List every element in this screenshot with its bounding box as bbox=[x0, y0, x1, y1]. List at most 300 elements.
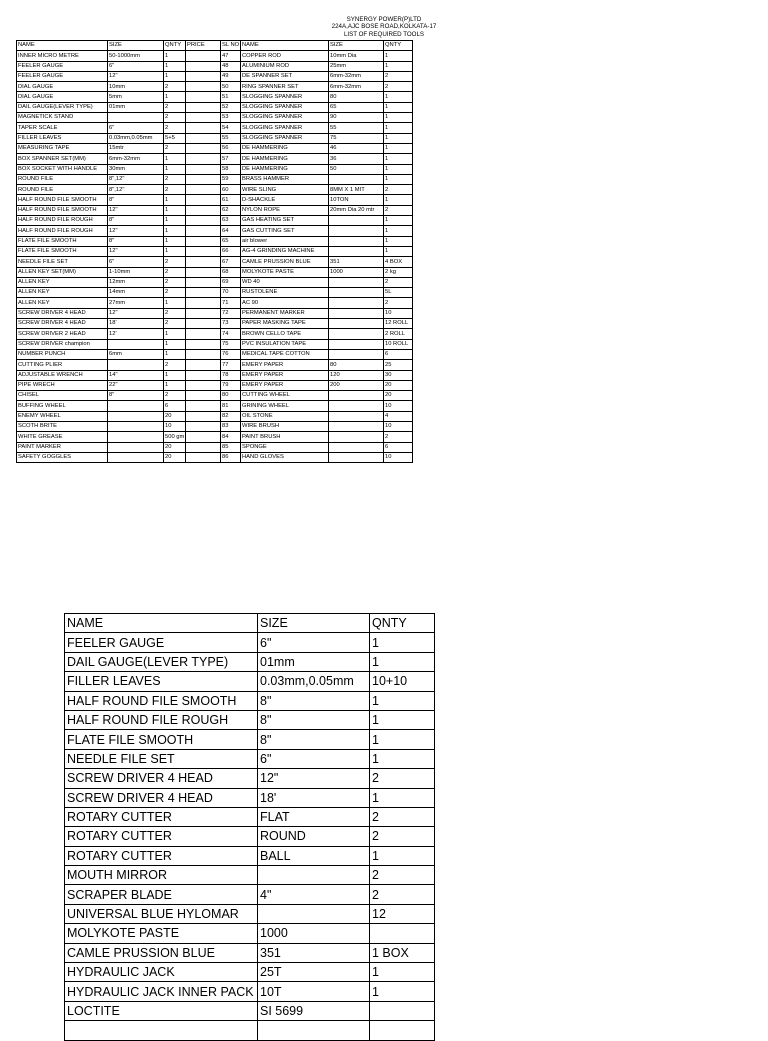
top-table-cell: 10 bbox=[384, 421, 413, 431]
bottom-table-row bbox=[65, 672, 435, 691]
top-table-cell bbox=[186, 102, 221, 112]
top-table-cell: 5mm bbox=[108, 92, 164, 102]
top-table-cell bbox=[186, 288, 221, 298]
top-table-cell: 71 bbox=[221, 298, 241, 308]
top-table-cell: 8" bbox=[108, 391, 164, 401]
top-table-cell bbox=[186, 308, 221, 318]
top-table-cell bbox=[329, 349, 384, 359]
top-table-row bbox=[17, 216, 413, 226]
top-table-cell: WD 40 bbox=[241, 277, 329, 287]
top-table-cell bbox=[108, 421, 164, 431]
bottom-table-cell: 2 bbox=[370, 827, 435, 846]
top-table-cell: GAS HEATING SET bbox=[241, 216, 329, 226]
top-table-cell: 2 bbox=[164, 360, 186, 370]
top-table-row bbox=[17, 113, 413, 123]
bottom-table-cell: 6" bbox=[258, 633, 370, 652]
top-table-cell: ADJUSTABLE WRENCH bbox=[17, 370, 108, 380]
top-table-cell: 20 bbox=[384, 380, 413, 390]
top-table-cell: 1 bbox=[164, 349, 186, 359]
top-table-cell: CAMLE PRUSSION BLUE bbox=[241, 257, 329, 267]
top-table-cell: BROWN CELLO TAPE bbox=[241, 329, 329, 339]
top-table-cell: EMERY PAPER bbox=[241, 360, 329, 370]
top-table-cell: SAFETY GOGGLES bbox=[17, 452, 108, 462]
top-table-cell: 1 bbox=[164, 164, 186, 174]
bottom-table-cell: 01mm bbox=[258, 652, 370, 671]
top-table-cell: 56 bbox=[221, 143, 241, 153]
top-table-cell: 351 bbox=[329, 257, 384, 267]
top-table-cell: 85 bbox=[221, 442, 241, 452]
top-table-cell: 10 ROLL bbox=[384, 339, 413, 349]
top-table-cell bbox=[329, 236, 384, 246]
top-table-cell: RING SPANNER SET bbox=[241, 82, 329, 92]
top-table-cell: 8" bbox=[108, 216, 164, 226]
top-table-cell: 5L bbox=[384, 288, 413, 298]
top-table-cell bbox=[186, 277, 221, 287]
top-table-cell bbox=[329, 298, 384, 308]
top-table-cell: SPONGE bbox=[241, 442, 329, 452]
tools-detail-table bbox=[64, 613, 435, 1041]
bottom-table-cell: NEEDLE FILE SET bbox=[65, 749, 258, 768]
top-table-cell: MOLYKOTE PASTE bbox=[241, 267, 329, 277]
top-table-cell: CUTTING WHEEL bbox=[241, 391, 329, 401]
top-table-cell: 6 bbox=[384, 442, 413, 452]
bottom-table-cell: HYDRAULIC JACK bbox=[65, 963, 258, 982]
top-table-cell: 1 bbox=[164, 51, 186, 61]
top-table-cell bbox=[186, 123, 221, 133]
top-table-cell: PAINT MARKER bbox=[17, 442, 108, 452]
top-table-cell: 65 bbox=[329, 102, 384, 112]
top-table-cell: TAPER SCALE bbox=[17, 123, 108, 133]
bottom-table-cell: 10+10 bbox=[370, 672, 435, 691]
top-table-cell: 14" bbox=[108, 370, 164, 380]
top-table-cell bbox=[108, 113, 164, 123]
top-table-cell: 01mm bbox=[108, 102, 164, 112]
bottom-table-row bbox=[65, 807, 435, 826]
top-table-cell: 2 bbox=[164, 308, 186, 318]
top-table-cell: 1 bbox=[384, 102, 413, 112]
bottom-table-cell: 1 bbox=[370, 710, 435, 729]
top-table-cell bbox=[329, 452, 384, 462]
top-table-cell: WHITE GREASE bbox=[17, 432, 108, 442]
top-table-cell: 57 bbox=[221, 154, 241, 164]
top-table-cell: HALF ROUND FILE SMOOTH bbox=[17, 205, 108, 215]
top-table-cell: 1 bbox=[384, 113, 413, 123]
top-table-cell: DE HAMMERING bbox=[241, 154, 329, 164]
top-table-cell: 1 bbox=[164, 246, 186, 256]
top-table-cell: 6 bbox=[164, 401, 186, 411]
top-table-cell: 1 bbox=[164, 380, 186, 390]
top-table-cell: 6" bbox=[108, 123, 164, 133]
bottom-table-cell: 8" bbox=[258, 730, 370, 749]
top-table-cell bbox=[108, 411, 164, 421]
top-table-cell: 2 bbox=[384, 82, 413, 92]
top-table-cell: PERMANENT MARKER bbox=[241, 308, 329, 318]
top-table-cell: 2 ROLL bbox=[384, 329, 413, 339]
top-table-cell: 59 bbox=[221, 174, 241, 184]
top-table-cell: SCREW DRIVER 4 HEAD bbox=[17, 319, 108, 329]
bottom-table-cell: UNIVERSAL BLUE HYLOMAR bbox=[65, 904, 258, 923]
top-table-cell: 10mm Dia bbox=[329, 51, 384, 61]
top-table-cell: 20 bbox=[384, 391, 413, 401]
top-table-cell: 60 bbox=[221, 185, 241, 195]
bottom-table-cell: HALF ROUND FILE SMOOTH bbox=[65, 691, 258, 710]
top-table-cell bbox=[186, 411, 221, 421]
top-table-cell: 1 bbox=[164, 216, 186, 226]
top-table-cell bbox=[329, 246, 384, 256]
bottom-table-cell: ROUND bbox=[258, 827, 370, 846]
bottom-table-cell: 1 bbox=[370, 633, 435, 652]
top-table-row bbox=[17, 174, 413, 184]
top-table-cell: 1 bbox=[384, 143, 413, 153]
top-table-cell: 1 bbox=[384, 216, 413, 226]
top-table-cell: 1 bbox=[164, 226, 186, 236]
top-table-cell: 83 bbox=[221, 421, 241, 431]
top-table-column-header: SIZE bbox=[108, 41, 164, 51]
top-table-cell: HAND GLOVES bbox=[241, 452, 329, 462]
top-table-cell: 1 bbox=[164, 205, 186, 215]
top-table-cell: FLATE FILE SMOOTH bbox=[17, 246, 108, 256]
top-table-cell: GRINING WHEEL bbox=[241, 401, 329, 411]
top-table-cell: FEELER GAUGE bbox=[17, 71, 108, 81]
top-table-cell: 2 bbox=[164, 185, 186, 195]
top-table-column-header: PRICE bbox=[186, 41, 221, 51]
top-table-cell: ROUND FILE bbox=[17, 174, 108, 184]
top-table-cell: 1 bbox=[384, 195, 413, 205]
top-table-row bbox=[17, 82, 413, 92]
top-table-cell: 1 bbox=[164, 61, 186, 71]
top-table-cell: 1 bbox=[384, 61, 413, 71]
top-table-cell: 22" bbox=[108, 380, 164, 390]
top-table-cell bbox=[186, 267, 221, 277]
top-table-cell: 75 bbox=[221, 339, 241, 349]
bottom-table-cell: 1 bbox=[370, 982, 435, 1001]
top-table-cell: 68 bbox=[221, 267, 241, 277]
top-table-cell: 65 bbox=[221, 236, 241, 246]
top-table-cell bbox=[186, 236, 221, 246]
bottom-table-row bbox=[65, 730, 435, 749]
top-table-cell: 8",12" bbox=[108, 185, 164, 195]
top-table-cell: 500 gm bbox=[164, 432, 186, 442]
top-table-cell bbox=[108, 452, 164, 462]
bottom-table-cell: FLATE FILE SMOOTH bbox=[65, 730, 258, 749]
top-table-cell: 1 bbox=[384, 164, 413, 174]
top-table-row bbox=[17, 257, 413, 267]
top-table-cell: 2 bbox=[164, 267, 186, 277]
top-table-cell: SLOGGING SPANNER bbox=[241, 133, 329, 143]
top-table-cell: 5+5 bbox=[164, 133, 186, 143]
bottom-table-cell: MOUTH MIRROR bbox=[65, 866, 258, 885]
top-table-cell: 6mm-32mm bbox=[329, 71, 384, 81]
bottom-table-row bbox=[65, 710, 435, 729]
top-table-cell bbox=[329, 226, 384, 236]
top-table-row bbox=[17, 380, 413, 390]
top-table-cell: NYLON ROPE bbox=[241, 205, 329, 215]
top-table-cell: DE HAMMERING bbox=[241, 164, 329, 174]
top-table-row bbox=[17, 71, 413, 81]
top-table-cell: 1 bbox=[384, 236, 413, 246]
top-table-cell: 61 bbox=[221, 195, 241, 205]
top-table-cell: 8",12" bbox=[108, 174, 164, 184]
top-table-cell: 1 bbox=[164, 370, 186, 380]
top-table-cell: 20 bbox=[164, 452, 186, 462]
top-table-cell: 6mm-32mm bbox=[329, 82, 384, 92]
top-table-cell: 12" bbox=[108, 226, 164, 236]
top-table-cell: 12" bbox=[108, 246, 164, 256]
top-table-cell bbox=[186, 391, 221, 401]
top-table-cell: PVC INSULATION TAPE bbox=[241, 339, 329, 349]
top-table-cell: WIRE SLING bbox=[241, 185, 329, 195]
bottom-table-cell: 10T bbox=[258, 982, 370, 1001]
top-table-cell: 50 bbox=[329, 164, 384, 174]
top-table-cell: 72 bbox=[221, 308, 241, 318]
top-table-column-header: NAME bbox=[241, 41, 329, 51]
top-table-cell: SCREW DRIVER 4 HEAD bbox=[17, 308, 108, 318]
top-table-cell: 75 bbox=[329, 133, 384, 143]
top-table-cell: 200 bbox=[329, 380, 384, 390]
top-table-cell: air blower bbox=[241, 236, 329, 246]
top-table-cell: RUSTOLENE bbox=[241, 288, 329, 298]
top-table-cell: 2 bbox=[164, 288, 186, 298]
top-table-cell: 10 bbox=[164, 421, 186, 431]
top-table-row bbox=[17, 92, 413, 102]
company-name: SYNERGY POWER(P)LTD bbox=[346, 16, 422, 23]
top-table-cell: 90 bbox=[329, 113, 384, 123]
top-table-cell: HALF ROUND FILE SMOOTH bbox=[17, 195, 108, 205]
top-table-cell: 52 bbox=[221, 102, 241, 112]
bottom-table-row bbox=[65, 924, 435, 943]
bottom-table-column-header: NAME bbox=[65, 614, 258, 633]
top-table-cell bbox=[186, 164, 221, 174]
bottom-table-cell: 2 bbox=[370, 866, 435, 885]
top-table-cell: 47 bbox=[221, 51, 241, 61]
top-table-cell bbox=[329, 339, 384, 349]
top-table-cell: BUFFING WHEEL bbox=[17, 401, 108, 411]
top-table-cell: ALLEN KEY bbox=[17, 288, 108, 298]
top-table-cell bbox=[329, 174, 384, 184]
top-table-cell: 80 bbox=[329, 92, 384, 102]
bottom-table-cell: 1 bbox=[370, 730, 435, 749]
top-table-cell bbox=[186, 185, 221, 195]
top-table-cell bbox=[186, 216, 221, 226]
top-table-cell: 54 bbox=[221, 123, 241, 133]
top-table-cell bbox=[186, 82, 221, 92]
bottom-table-cell: 0.03mm,0.05mm bbox=[258, 672, 370, 691]
top-table-cell bbox=[329, 277, 384, 287]
top-table-cell: 2 kg bbox=[384, 267, 413, 277]
top-table-cell: ALLEN KEY bbox=[17, 298, 108, 308]
bottom-table-cell: ROTARY CUTTER bbox=[65, 827, 258, 846]
top-table-cell: PAPER MASKING TAPE bbox=[241, 319, 329, 329]
top-table-cell: 81 bbox=[221, 401, 241, 411]
top-table-cell: 1 bbox=[384, 154, 413, 164]
top-table-cell: FILLER LEAVES bbox=[17, 133, 108, 143]
top-table-cell bbox=[186, 370, 221, 380]
top-table-cell: 1 bbox=[164, 71, 186, 81]
top-table-cell bbox=[186, 143, 221, 153]
top-table-cell: FEELER GAUGE bbox=[17, 61, 108, 71]
top-table-cell: NUMBER PUNCH bbox=[17, 349, 108, 359]
top-table-cell bbox=[186, 205, 221, 215]
document-header bbox=[326, 16, 442, 38]
top-table-cell bbox=[186, 421, 221, 431]
top-table-column-header: NAME bbox=[17, 41, 108, 51]
top-table-cell: 1 bbox=[384, 51, 413, 61]
top-table-row bbox=[17, 339, 413, 349]
bottom-table-cell: SCREW DRIVER 4 HEAD bbox=[65, 769, 258, 788]
top-table-cell: 2 bbox=[164, 257, 186, 267]
bottom-table-row bbox=[65, 788, 435, 807]
top-table-cell: 70 bbox=[221, 288, 241, 298]
top-table-cell: 49 bbox=[221, 71, 241, 81]
top-table-cell: 80 bbox=[329, 360, 384, 370]
bottom-table-cell: ROTARY CUTTER bbox=[65, 807, 258, 826]
top-table-cell: 2 bbox=[164, 102, 186, 112]
top-table-row bbox=[17, 452, 413, 462]
top-table-column-header: SL NO bbox=[221, 41, 241, 51]
top-table-cell: EMERY PAPER bbox=[241, 370, 329, 380]
top-table-cell: 30 bbox=[384, 370, 413, 380]
top-table-row bbox=[17, 421, 413, 431]
top-table-cell: 12" bbox=[108, 205, 164, 215]
top-table-row bbox=[17, 143, 413, 153]
top-table-cell: 55 bbox=[221, 133, 241, 143]
top-table-cell: 10TON bbox=[329, 195, 384, 205]
top-table-cell: 62 bbox=[221, 205, 241, 215]
top-table-row bbox=[17, 298, 413, 308]
bottom-table-cell: FLAT bbox=[258, 807, 370, 826]
top-table-cell: FLATE FILE SMOOTH bbox=[17, 236, 108, 246]
top-table-cell: 67 bbox=[221, 257, 241, 267]
top-table-cell: 1 bbox=[384, 246, 413, 256]
top-table-cell: 10 bbox=[384, 452, 413, 462]
top-table-cell bbox=[186, 113, 221, 123]
top-table-cell bbox=[108, 442, 164, 452]
top-table-cell bbox=[186, 257, 221, 267]
top-table-cell: 77 bbox=[221, 360, 241, 370]
top-table-cell: 6mm-32mm bbox=[108, 154, 164, 164]
top-table-cell: 2 bbox=[384, 205, 413, 215]
top-table-cell: AC 90 bbox=[241, 298, 329, 308]
bottom-table-row bbox=[65, 827, 435, 846]
bottom-table-column-header: SIZE bbox=[258, 614, 370, 633]
top-table-cell: 6" bbox=[108, 61, 164, 71]
top-table-cell bbox=[186, 360, 221, 370]
top-table-row bbox=[17, 277, 413, 287]
top-table-cell: 25mm bbox=[329, 61, 384, 71]
top-table-cell: NEEDLE FILE SET bbox=[17, 257, 108, 267]
top-table-row bbox=[17, 308, 413, 318]
top-table-cell bbox=[186, 195, 221, 205]
bottom-table-cell: 1 bbox=[370, 691, 435, 710]
bottom-table-row bbox=[65, 749, 435, 768]
top-table-cell bbox=[186, 380, 221, 390]
bottom-table-cell: FEELER GAUGE bbox=[65, 633, 258, 652]
top-table-cell bbox=[329, 401, 384, 411]
top-table-cell: EMERY PAPER bbox=[241, 380, 329, 390]
top-table-cell: 69 bbox=[221, 277, 241, 287]
top-table-cell bbox=[186, 71, 221, 81]
bottom-table-cell: 18' bbox=[258, 788, 370, 807]
top-table-cell: 2 bbox=[164, 82, 186, 92]
top-table-cell: 2 bbox=[384, 185, 413, 195]
top-table-cell: ENEMY WHEEL bbox=[17, 411, 108, 421]
top-table-cell: AG-4 GRINDING MACHINE bbox=[241, 246, 329, 256]
top-table-cell bbox=[186, 452, 221, 462]
top-table-cell: 1 bbox=[164, 236, 186, 246]
top-table-cell bbox=[186, 61, 221, 71]
bottom-table-cell: 2 bbox=[370, 807, 435, 826]
top-table-cell: 20 bbox=[164, 411, 186, 421]
top-table-row bbox=[17, 329, 413, 339]
top-table-row bbox=[17, 319, 413, 329]
top-table-cell: 1 bbox=[164, 195, 186, 205]
top-table-cell: CHISEL bbox=[17, 391, 108, 401]
top-table-cell: 12" bbox=[108, 308, 164, 318]
top-table-cell: 10 bbox=[384, 308, 413, 318]
top-table-cell bbox=[108, 339, 164, 349]
bottom-table-cell: HALF ROUND FILE ROUGH bbox=[65, 710, 258, 729]
top-table-cell: 2 bbox=[384, 298, 413, 308]
tools-list-table bbox=[16, 40, 413, 463]
top-table-cell: 12" bbox=[108, 71, 164, 81]
top-table-cell: 46 bbox=[329, 143, 384, 153]
bottom-table-cell: 1 bbox=[370, 963, 435, 982]
top-table-cell: 12' bbox=[108, 329, 164, 339]
top-table-cell bbox=[186, 133, 221, 143]
top-table-cell: 4 bbox=[384, 411, 413, 421]
top-table-row bbox=[17, 370, 413, 380]
bottom-table-cell: 8" bbox=[258, 710, 370, 729]
top-table-cell bbox=[329, 432, 384, 442]
top-table-row bbox=[17, 236, 413, 246]
top-table-column-header: QNTY bbox=[384, 41, 413, 51]
top-table-cell bbox=[186, 432, 221, 442]
bottom-table-cell bbox=[258, 904, 370, 923]
top-table-cell: 0.03mm,0.05mm bbox=[108, 133, 164, 143]
bottom-table-cell bbox=[370, 924, 435, 943]
bottom-table-cell: 1 bbox=[370, 749, 435, 768]
bottom-table-row bbox=[65, 652, 435, 671]
top-table-row bbox=[17, 288, 413, 298]
top-table-cell bbox=[186, 339, 221, 349]
top-table-cell bbox=[186, 442, 221, 452]
bottom-table-cell: HYDRAULIC JACK INNER PACK bbox=[65, 982, 258, 1001]
top-table-cell bbox=[329, 442, 384, 452]
bottom-table-row bbox=[65, 633, 435, 652]
top-table-cell: 78 bbox=[221, 370, 241, 380]
top-table-cell: 53 bbox=[221, 113, 241, 123]
bottom-table-row bbox=[65, 963, 435, 982]
top-table-cell: WIRE BRUSH bbox=[241, 421, 329, 431]
top-table-cell: BOX SOCKET WITH HANDLE bbox=[17, 164, 108, 174]
top-table-cell: 2 bbox=[164, 277, 186, 287]
top-table-cell: SLOGGING SPANNER bbox=[241, 92, 329, 102]
top-table-row bbox=[17, 185, 413, 195]
top-table-cell bbox=[329, 411, 384, 421]
bottom-table-cell: 2 bbox=[370, 769, 435, 788]
bottom-table-cell: 12" bbox=[258, 769, 370, 788]
top-table-cell bbox=[186, 349, 221, 359]
top-table-cell: 2 bbox=[164, 319, 186, 329]
top-table-cell bbox=[186, 154, 221, 164]
top-table-cell bbox=[186, 298, 221, 308]
bottom-table-row bbox=[65, 846, 435, 865]
top-table-cell: 1 bbox=[164, 339, 186, 349]
top-table-row bbox=[17, 442, 413, 452]
top-table-cell: SCOTH BRITE bbox=[17, 421, 108, 431]
company-address: 224A,AJC BOSE ROAD,KOLKATA-17 bbox=[331, 23, 437, 31]
top-table-cell bbox=[186, 51, 221, 61]
